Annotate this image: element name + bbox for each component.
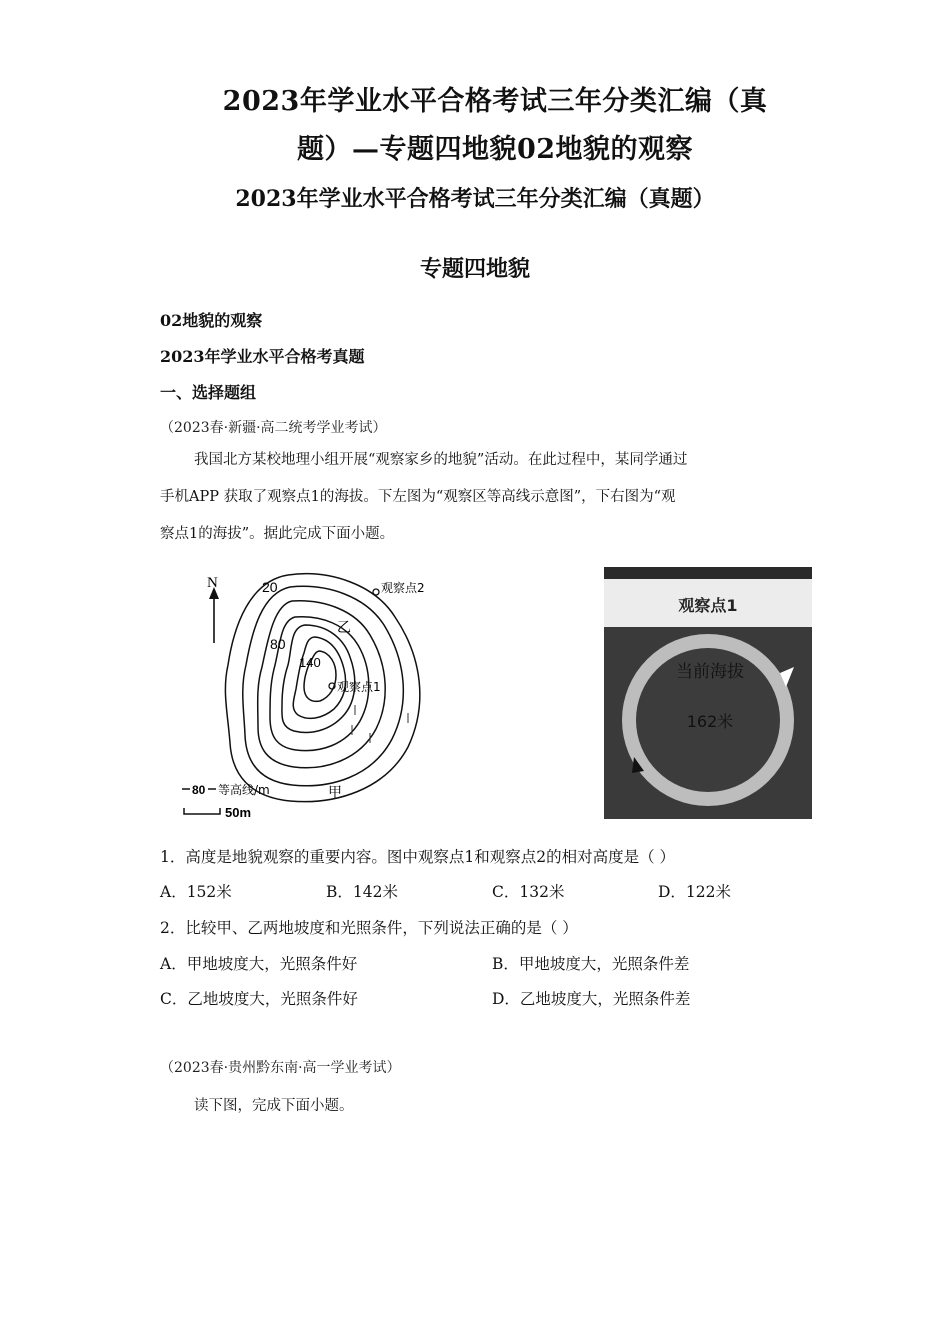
question-1: 1．高度是地貌观察的重要内容。图中观察点1和观察点2的相对高度是（ ） [160,848,676,866]
scale-label: 50m [225,805,252,820]
instruction-text: 读下图，完成下面小题。 [194,1098,354,1114]
contour-lines [225,574,419,802]
north-label: N [207,575,218,591]
obs2-marker [373,589,379,595]
sub-title: 2023年学业水平合格考试三年分类汇编（真题） [235,186,715,212]
app-title: 观察点1 [678,596,738,615]
topic-title: 专题四地貌 [419,256,530,282]
source-note: （2023春·新疆·高二统考学业考试） [160,420,387,436]
para-line-3: 察点1的海拔”。据此完成下面小题。 [160,526,395,542]
para-line-1: 我国北方某校地理小组开展“观察家乡的地貌”活动。在此过程中，某同学通过 [194,452,688,468]
q1-option-c: C．132米 [492,883,565,901]
contour-label-140: 140 [299,655,321,670]
obs1-label: 观察点1 [337,680,381,694]
q2-option-a: A．甲地坡度大，光照条件好 [160,955,358,973]
intro-paragraph [160,442,790,553]
source-note-2: （2023春·贵州黔东南·高一学业考试） [160,1060,401,1076]
main-title [0,82,950,170]
scale-bar [184,808,220,814]
legend-contour-text: 等高线/m [218,783,270,797]
section-heading: 02地貌的观察 [160,311,263,330]
slope-ticks [352,705,408,743]
main-title-line1: 2023年学业水平合格考试三年分类汇编（真 [222,86,768,117]
altitude-app-screenshot [604,567,812,819]
altitude-caption: 当前海拔 [676,662,744,682]
para-line-2: 手机APP 获取了观察点1的海拔。下左图为“观察区等高线示意图”，下右图为“观 [160,489,676,505]
q1-option-a: A．152米 [160,883,232,901]
q1-option-d: D．122米 [658,883,732,901]
q2-option-c: C．乙地坡度大，光照条件好 [160,990,358,1008]
altitude-value: 162米 [686,712,734,731]
contour-map [170,565,440,825]
legend-contour-value: 80 [192,783,206,797]
q1-option-b: B．142米 [326,883,398,901]
q2-option-d: D．乙地坡度大，光照条件差 [492,990,691,1008]
main-title-line2: 题）—专题四地貌02地貌的观察 [296,134,694,165]
contour-label-20: 20 [262,579,278,595]
app-top-bar [604,567,812,579]
question-2: 2．比较甲、乙两地坡度和光照条件，下列说法正确的是（ ） [160,919,578,937]
q2-option-b: B．甲地坡度大，光照条件差 [492,955,690,973]
label-yi: 乙 [337,620,351,636]
label-jia: 甲 [328,785,342,801]
legend [182,782,270,820]
north-arrow-icon [209,587,219,643]
obs2-label: 观察点2 [381,581,425,595]
exam-heading: 2023年学业水平合格考真题 [160,347,365,366]
part-heading: 一、选择题组 [160,383,257,402]
contour-label-80: 80 [270,636,286,652]
